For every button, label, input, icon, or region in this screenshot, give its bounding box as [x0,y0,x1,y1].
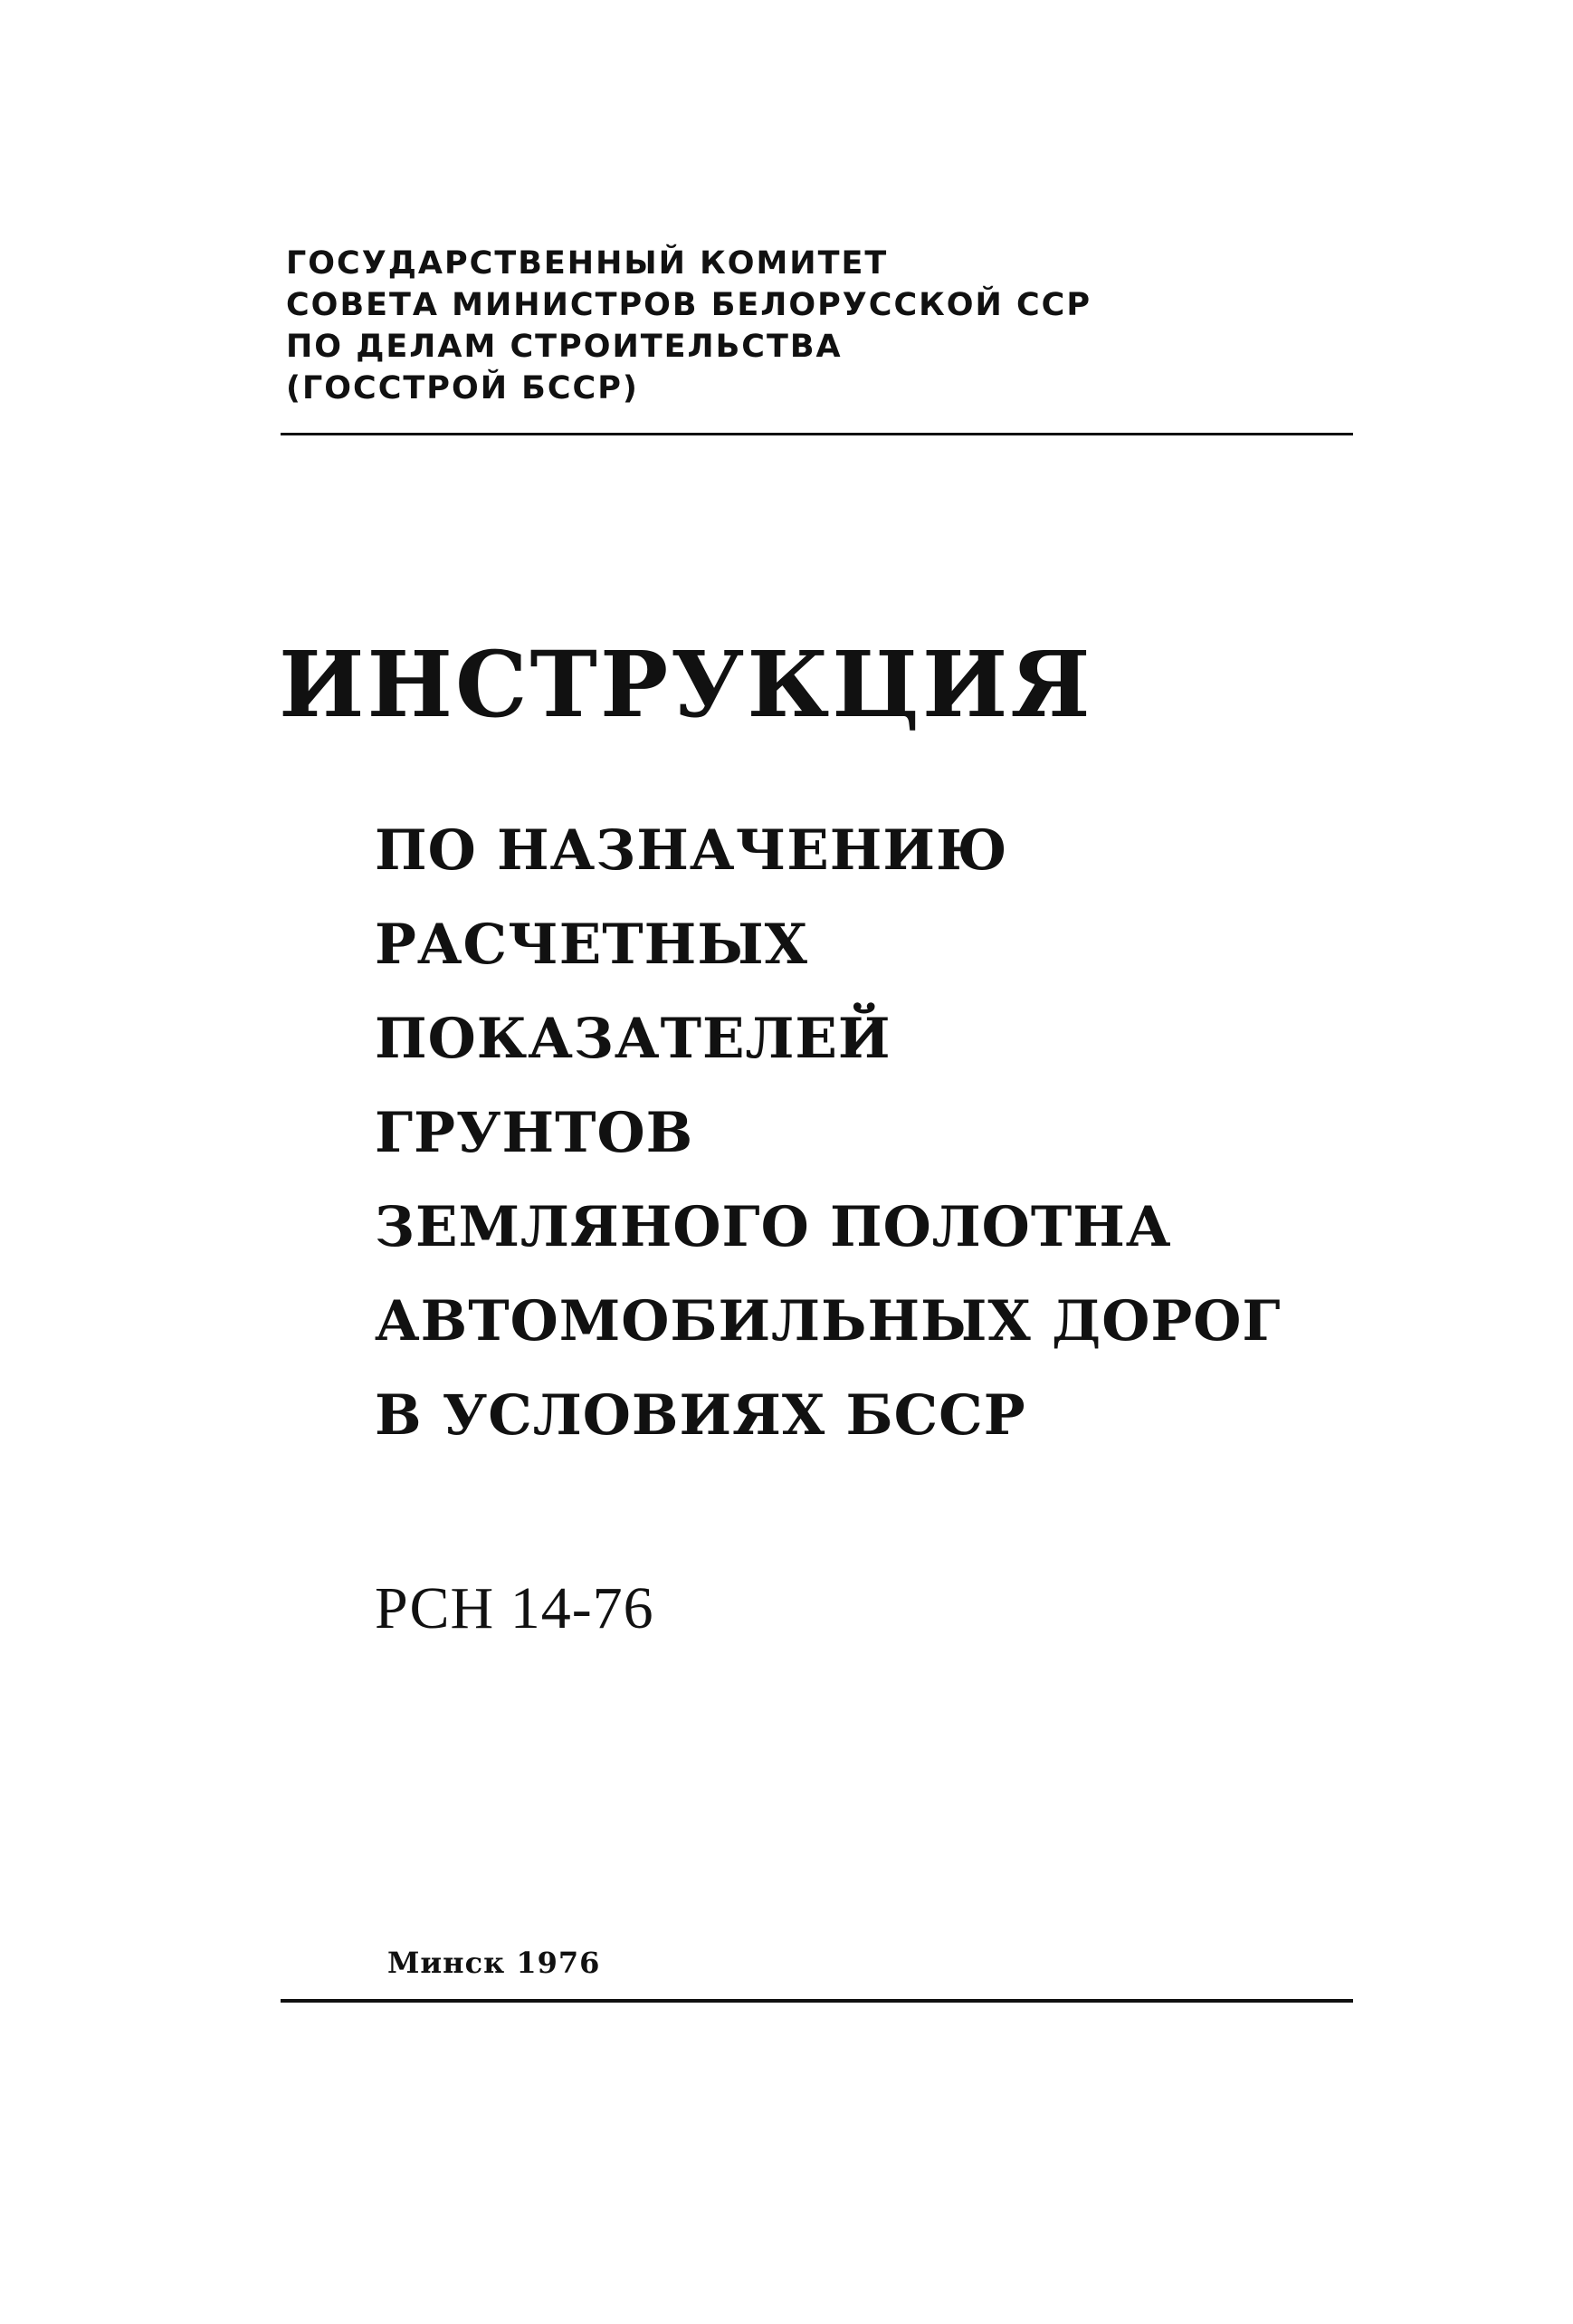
bottom-divider [281,1999,1353,2003]
subtitle-line: ПО НАЗНАЧЕНИЮ [375,818,1008,883]
subtitle-line: РАСЧЕТНЫХ [375,913,808,977]
organization-line: СОВЕТА МИНИСТРОВ БЕЛОРУССКОЙ ССР [286,287,1092,323]
publication-imprint: Минск 1976 [387,1946,601,1980]
subtitle-line: ПОКАЗАТЕЛЕЙ [375,1007,891,1071]
organization-line: ГОСУДАРСТВЕННЫЙ КОМИТЕТ [286,245,889,282]
organization-block [286,243,1092,409]
document-code: РСН 14-76 [375,1575,654,1641]
subtitle-line: АВТОМОБИЛЬНЫХ ДОРОГ [375,1289,1282,1353]
organization-line: ПО ДЕЛАМ СТРОИТЕЛЬСТВА [286,329,843,365]
top-divider [281,433,1353,435]
document-title: ИНСТРУКЦИЯ [279,631,1093,738]
subtitle-line: ГРУНТОВ [375,1101,694,1165]
subtitle-line: ЗЕМЛЯНОГО ПОЛОТНА [375,1195,1172,1259]
organization-line: (ГОССТРОЙ БССР) [286,370,639,406]
document-subtitle [375,804,1281,1463]
subtitle-line: В УСЛОВИЯХ БССР [375,1383,1026,1448]
